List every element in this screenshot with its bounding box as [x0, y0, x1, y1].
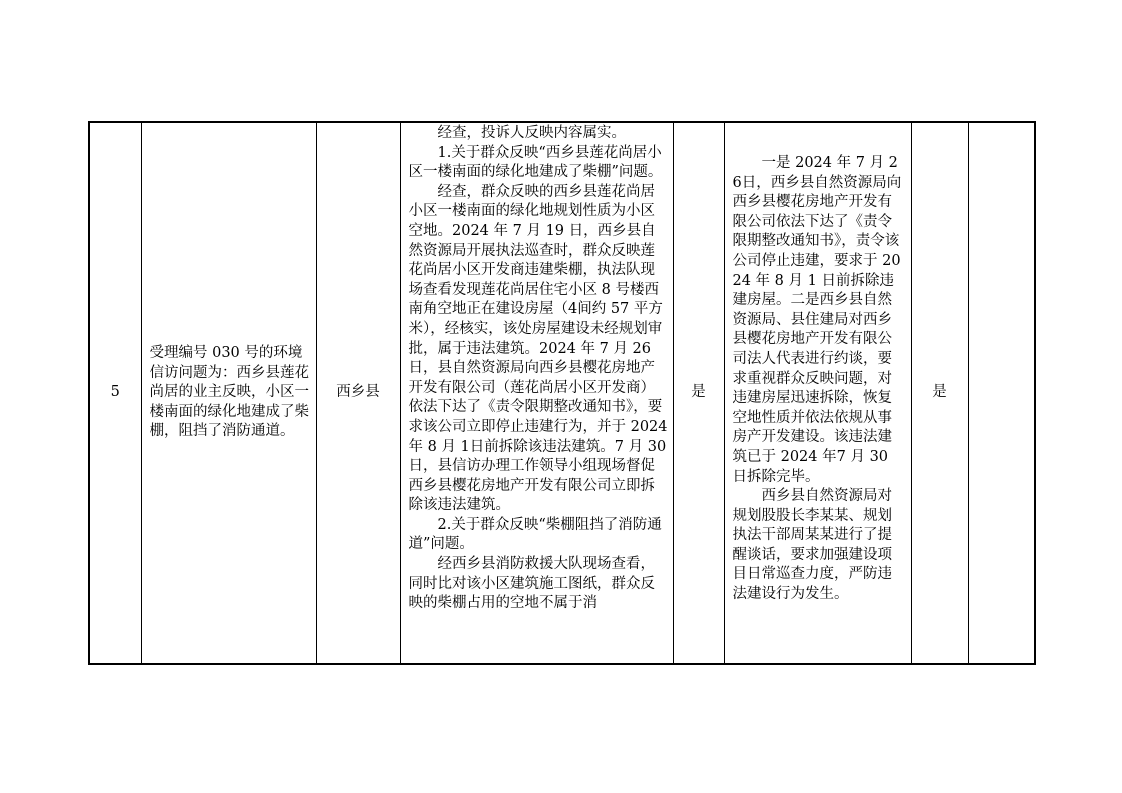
is-true-flag: 是 [673, 122, 724, 664]
completed-flag: 是 [911, 122, 968, 664]
problem-description: 受理编号 030 号的环境信访问题为：西乡县莲花尚居的业主反映，小区一楼南面的绿化地建成了柴棚，阻挡了消防通道。 [141, 122, 316, 664]
complaint-table [88, 121, 1036, 665]
verification-paragraph: 1.关于群众反映“西乡县莲花尚居小区一楼南面的绿化地建成了柴棚”问题。 [408, 144, 663, 181]
rectification-paragraph: 一是 2024 年 7 月 26日，西乡县自然资源局向西乡县樱花房地产开发有限公司依法下达了《责令限期整改通知书》，责令该公司停止违建，要求于 2024 年 8 月 1 日前拆除违建房屋。二是西乡县自然资源局、县住建局对西乡县樱花房地产开发有限公司法人代表进行约谈，要求重视群众反映问题，对违建房屋迅速拆除，恢复空地性质并依法依规从事房产开发建设。该违法建筑已于 2024 年7 月 30 日拆除完毕。 [732, 155, 902, 485]
verification-cell [400, 122, 673, 664]
county-name: 西乡县 [316, 122, 400, 664]
rectification-paragraph: 西乡县自然资源局对规划股股长李某某、规划执法干部周某某进行了提醒谈话，要求加强建设项目日常巡查力度，严防违法建设行为发生。 [732, 488, 892, 603]
verification-paragraph: 2.关于群众反映“柴棚阻挡了消防通道”问题。 [408, 516, 662, 553]
rectification-cell [724, 122, 911, 664]
row-index: 5 [89, 122, 141, 664]
verification-paragraph: 经查，投诉人反映内容属实。 [437, 125, 626, 141]
verification-paragraph: 经查，群众反映的西乡县莲花尚居小区一楼南面的绿化地规划性质为小区空地。2024 年 7 月 19 日，西乡县自然资源局开展执法巡查时，群众反映莲花尚居小区开发商违建柴棚，执法队现场查看发现莲花尚居住宅小区 8 号楼西南角空地正在建设房屋（4间约 57 平方米），经核实，该处房屋建设未经规划审批，属于违法建筑。2024 年 7 月 26 日，县自然资源局向西乡县樱花房地产开发有限公司（莲花尚居小区开发商）依法下达了《责令限期整改通知书》，要求该公司立即停止违建行为，并于 2024 年 8 月 1日前拆除该违法建筑。7 月 30 日，县信访办理工作领导小组现场督促西乡县樱花房地产开发有限公司立即拆除该违法建筑。 [408, 183, 668, 514]
remarks-cell [968, 122, 1035, 664]
verification-paragraph: 经西乡县消防救援大队现场查看，同时比对该小区建筑施工图纸，群众反映的柴棚占用的空地不属于消 [408, 556, 655, 612]
table-row [89, 122, 1035, 664]
